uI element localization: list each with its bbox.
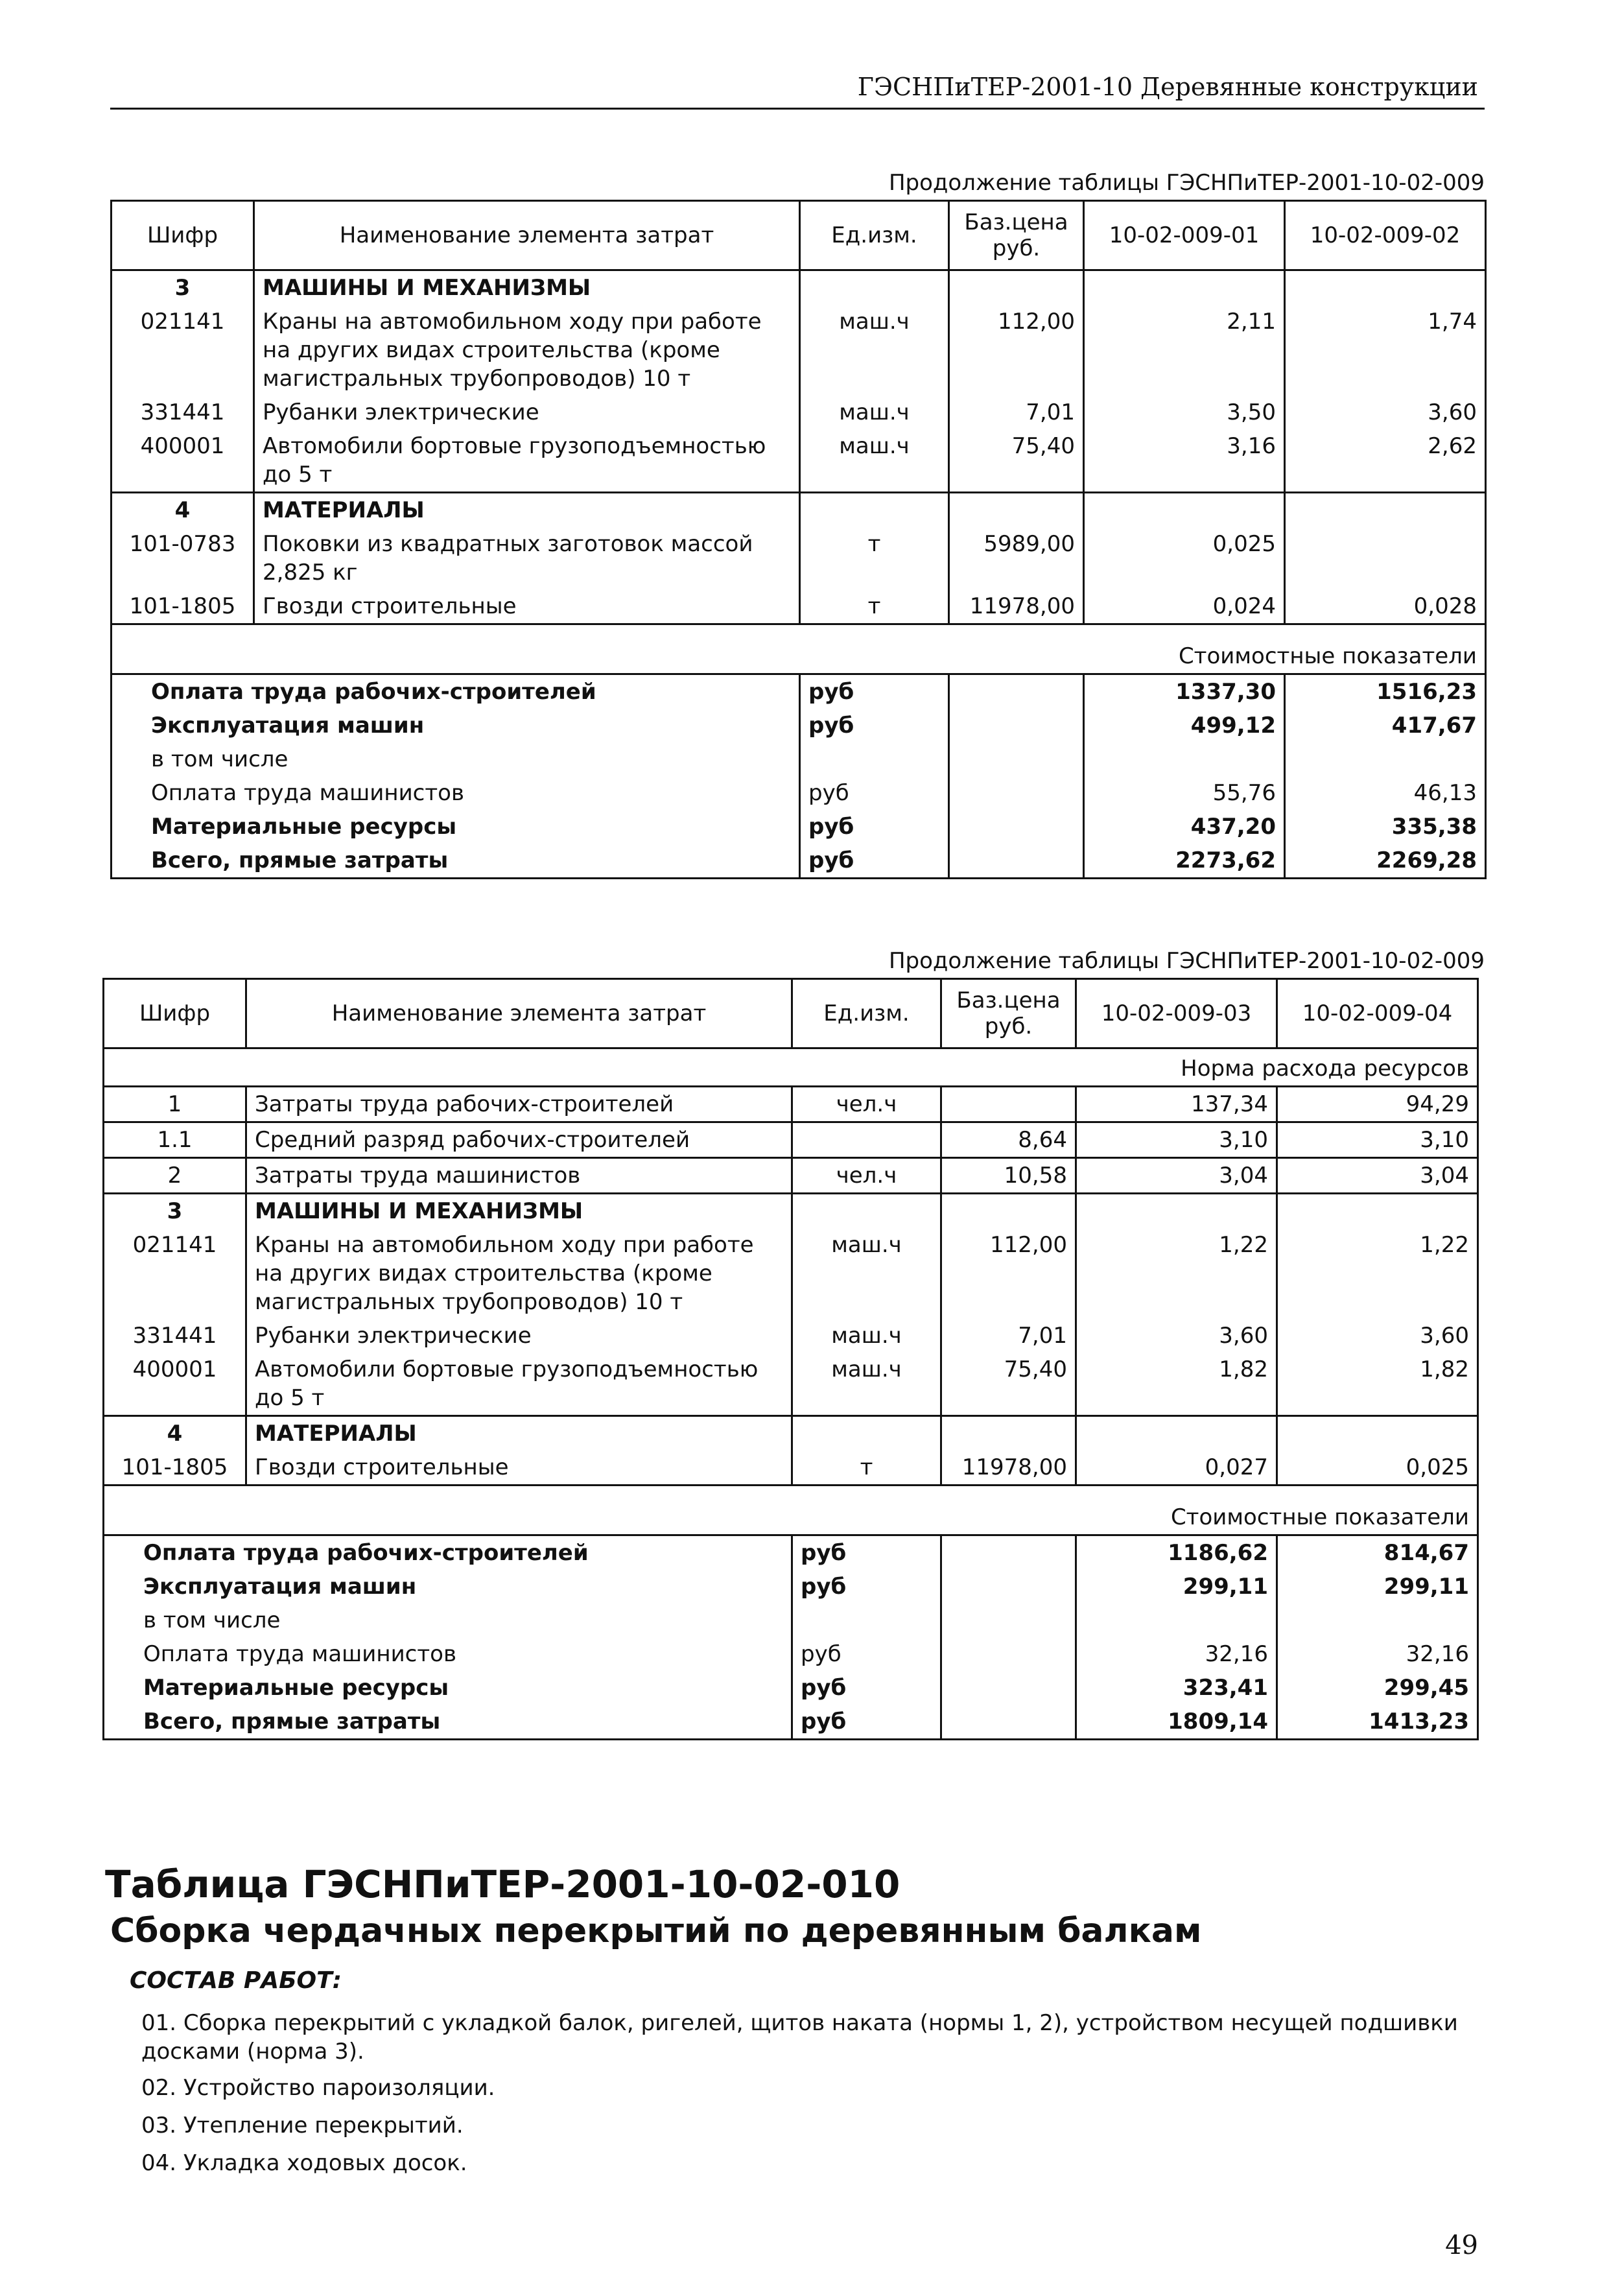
cost-row (112, 810, 1486, 844)
cost-value: 1186,62 (1076, 1535, 1277, 1570)
code-cell: 021141 (112, 305, 254, 396)
value-cell: 1,74 (1285, 305, 1486, 396)
col-header: 10-02-009-01 (1084, 201, 1285, 270)
price-cell: 7,01 (941, 1319, 1076, 1353)
value-cell: 0,027 (1076, 1450, 1277, 1486)
work-item: 01. Сборка перекрытий с укладкой балок, ригелей, щитов наката (нормы 1, 2), устройством несущей подшивки досками (норма 3). (141, 2010, 1458, 2065)
cost-value: 814,67 (1277, 1535, 1478, 1570)
value-cell: 0,028 (1285, 589, 1486, 624)
cost-unit: руб (800, 776, 949, 810)
cost-name: Эксплуатация машин (104, 1570, 792, 1604)
work-composition-label: СОСТАВ РАБОТ: (130, 1967, 342, 1994)
unit-cell: чел.ч (792, 1087, 941, 1122)
col-header: 10-02-009-02 (1285, 201, 1486, 270)
cost-value: 323,41 (1076, 1671, 1277, 1705)
cost-unit: руб (792, 1705, 941, 1740)
work-item: 04. Укладка ходовых досок. (141, 2150, 467, 2176)
price-cell: 7,01 (949, 396, 1084, 429)
code-cell: 1.1 (104, 1122, 246, 1158)
name-cell: Гвозди строительные (254, 589, 800, 624)
cost-value: 32,16 (1277, 1637, 1478, 1671)
unit-cell: маш.ч (792, 1353, 941, 1416)
norm-heading-row (104, 1048, 1478, 1087)
table-row (112, 493, 1486, 528)
cost-unit: руб (792, 1570, 941, 1604)
unit-cell: т (800, 589, 949, 624)
col-header: Баз.цена руб. (941, 979, 1076, 1048)
price-cell: 112,00 (941, 1228, 1076, 1319)
value-cell: 137,34 (1076, 1087, 1277, 1122)
value-cell (1285, 527, 1486, 589)
col-header: Наименование элемента затрат (246, 979, 792, 1048)
cost-name: Оплата труда рабочих-строителей (112, 674, 800, 709)
cost-value: 55,76 (1084, 776, 1285, 810)
col-header: 10-02-009-04 (1277, 979, 1478, 1048)
name-cell: Рубанки электрические (254, 396, 800, 429)
price-cell: 11978,00 (949, 589, 1084, 624)
cost-name: Оплата труда машинистов (104, 1637, 792, 1671)
cost-name: Оплата труда машинистов (112, 776, 800, 810)
table-row (104, 1087, 1478, 1122)
table-row (112, 429, 1486, 493)
table-row (104, 1194, 1478, 1229)
code-cell: 331441 (104, 1319, 246, 1353)
cost-row (112, 776, 1486, 810)
unit-cell: маш.ч (800, 305, 949, 396)
col-header: Ед.изм. (800, 201, 949, 270)
cost-row (112, 709, 1486, 742)
code-cell: 400001 (112, 429, 254, 493)
cost-value: 299,11 (1076, 1570, 1277, 1604)
price-cell: 8,64 (941, 1122, 1076, 1158)
value-cell: 0,024 (1084, 589, 1285, 624)
unit-cell: т (792, 1450, 941, 1486)
name-cell: Средний разряд рабочих-строителей (246, 1122, 792, 1158)
cost-unit: руб (800, 810, 949, 844)
cost-unit: руб (800, 844, 949, 879)
cost-unit: руб (792, 1637, 941, 1671)
value-cell: 0,025 (1277, 1450, 1478, 1486)
table-row (112, 396, 1486, 429)
name-cell: Автомобили бортовые грузоподъемностью до 5 т (246, 1353, 792, 1416)
page-number: 49 (1445, 2231, 1478, 2260)
col-header: Наименование элемента затрат (254, 201, 800, 270)
cost-value: 32,16 (1076, 1637, 1277, 1671)
cost-name: в том числе (104, 1604, 792, 1637)
unit-cell: маш.ч (800, 429, 949, 493)
cost-name: Оплата труда рабочих-строителей (104, 1535, 792, 1570)
cost-name: Всего, прямые затраты (112, 844, 800, 879)
cost-row (104, 1535, 1478, 1570)
code-cell: 101-0783 (112, 527, 254, 589)
work-item: 02. Устройство пароизоляции. (141, 2075, 495, 2101)
work-item: 03. Утепление перекрытий. (141, 2113, 464, 2138)
value-cell: 3,16 (1084, 429, 1285, 493)
table2-header-row (104, 979, 1478, 1048)
cost-row (112, 844, 1486, 879)
cost-value: 299,45 (1277, 1671, 1478, 1705)
code-cell: 331441 (112, 396, 254, 429)
value-cell: 1,82 (1076, 1353, 1277, 1416)
table1-header-row (112, 201, 1486, 270)
value-cell: 3,60 (1277, 1319, 1478, 1353)
cost-value: 2269,28 (1285, 844, 1486, 879)
value-cell: 2,11 (1084, 305, 1285, 396)
code-cell: 3 (104, 1194, 246, 1229)
cost-value: 417,67 (1285, 709, 1486, 742)
cost-name: Всего, прямые затраты (104, 1705, 792, 1740)
code-cell: 2 (104, 1158, 246, 1194)
table-row (104, 1319, 1478, 1353)
name-cell: Краны на автомобильном ходу при работе на других видах строительства (кроме магистральных трубопроводов) 10 т (254, 305, 800, 396)
cost-value: 1337,30 (1084, 674, 1285, 709)
col-header: Ед.изм. (792, 979, 941, 1048)
value-cell: 1,22 (1076, 1228, 1277, 1319)
value-cell: 3,60 (1285, 396, 1486, 429)
name-cell: Рубанки электрические (246, 1319, 792, 1353)
cost-value: 1413,23 (1277, 1705, 1478, 1740)
running-header (110, 73, 1485, 110)
cost-name: Материальные ресурсы (104, 1671, 792, 1705)
table2 (102, 978, 1479, 1740)
code-cell: 1 (104, 1087, 246, 1122)
table-row (104, 1122, 1478, 1158)
name-cell: Затраты труда рабочих-строителей (246, 1087, 792, 1122)
col-header: Баз.цена руб. (949, 201, 1084, 270)
cost-heading: Стоимостные показатели (112, 624, 1486, 674)
cost-value: 1516,23 (1285, 674, 1486, 709)
cost-row (104, 1570, 1478, 1604)
value-cell: 0,025 (1084, 527, 1285, 589)
cost-row (112, 742, 1486, 776)
cost-row (104, 1671, 1478, 1705)
value-cell: 3,04 (1076, 1158, 1277, 1194)
code-cell: 400001 (104, 1353, 246, 1416)
cost-value: 46,13 (1285, 776, 1486, 810)
table-row (104, 1158, 1478, 1194)
code-cell: 101-1805 (112, 589, 254, 624)
cost-heading: Стоимостные показатели (104, 1486, 1478, 1535)
name-cell: МАТЕРИАЛЫ (246, 1416, 792, 1451)
table1-caption: Продолжение таблицы ГЭСНПиТЕР-2001-10-02-009 (888, 170, 1485, 196)
value-cell: 3,10 (1277, 1122, 1478, 1158)
table-row (104, 1450, 1478, 1486)
code-cell: 3 (112, 270, 254, 305)
name-cell: Гвозди строительные (246, 1450, 792, 1486)
cost-unit: руб (792, 1671, 941, 1705)
price-cell: 75,40 (949, 429, 1084, 493)
table2-caption: Продолжение таблицы ГЭСНПиТЕР-2001-10-02-009 (888, 948, 1485, 974)
running-header-text: ГЭСНПиТЕР-2001-10 Деревянные конструкции (857, 73, 1478, 101)
unit-cell: чел.ч (792, 1158, 941, 1194)
price-cell: 10,58 (941, 1158, 1076, 1194)
table-row (104, 1416, 1478, 1451)
cost-unit: руб (800, 674, 949, 709)
section-title: Таблица ГЭСНПиТЕР-2001-10-02-010 (105, 1862, 900, 1906)
cost-unit: руб (792, 1535, 941, 1570)
value-cell: 2,62 (1285, 429, 1486, 493)
cost-value: 299,11 (1277, 1570, 1478, 1604)
section-subtitle: Сборка чердачных перекрытий по деревянным балкам (110, 1912, 1202, 1950)
table1 (110, 200, 1487, 879)
col-header: Шифр (104, 979, 246, 1048)
name-cell: Автомобили бортовые грузоподъемностью до 5 т (254, 429, 800, 493)
cost-name: Материальные ресурсы (112, 810, 800, 844)
cost-name: в том числе (112, 742, 800, 776)
cost-row (104, 1705, 1478, 1740)
cost-heading-row (112, 624, 1486, 674)
price-cell: 11978,00 (941, 1450, 1076, 1486)
table-row (112, 305, 1486, 396)
unit-cell: маш.ч (792, 1228, 941, 1319)
name-cell: Затраты труда машинистов (246, 1158, 792, 1194)
cost-name: Эксплуатация машин (112, 709, 800, 742)
value-cell: 3,60 (1076, 1319, 1277, 1353)
price-cell (941, 1087, 1076, 1122)
unit-cell: маш.ч (800, 396, 949, 429)
cost-value: 1809,14 (1076, 1705, 1277, 1740)
table-row (112, 527, 1486, 589)
table-row (112, 270, 1486, 305)
name-cell: Краны на автомобильном ходу при работе на других видах строительства (кроме магистральных трубопроводов) 10 т (246, 1228, 792, 1319)
cost-row (112, 674, 1486, 709)
price-cell: 112,00 (949, 305, 1084, 396)
cost-row (104, 1604, 1478, 1637)
value-cell: 94,29 (1277, 1087, 1478, 1122)
value-cell: 1,82 (1277, 1353, 1478, 1416)
col-header: Шифр (112, 201, 254, 270)
unit-cell: маш.ч (792, 1319, 941, 1353)
value-cell: 1,22 (1277, 1228, 1478, 1319)
table-row (112, 589, 1486, 624)
code-cell: 4 (112, 493, 254, 528)
cost-unit: руб (800, 709, 949, 742)
code-cell: 021141 (104, 1228, 246, 1319)
norm-heading: Норма расхода ресурсов (104, 1048, 1478, 1087)
name-cell: МАШИНЫ И МЕХАНИЗМЫ (254, 270, 800, 305)
price-cell: 75,40 (941, 1353, 1076, 1416)
unit-cell: т (800, 527, 949, 589)
price-cell: 5989,00 (949, 527, 1084, 589)
name-cell: Поковки из квадратных заготовок массой 2,825 кг (254, 527, 800, 589)
unit-cell (792, 1122, 941, 1158)
table-row (104, 1353, 1478, 1416)
cost-value: 499,12 (1084, 709, 1285, 742)
table-row (104, 1228, 1478, 1319)
cost-heading-row (104, 1486, 1478, 1535)
value-cell: 3,04 (1277, 1158, 1478, 1194)
cost-value: 437,20 (1084, 810, 1285, 844)
name-cell: МАШИНЫ И МЕХАНИЗМЫ (246, 1194, 792, 1229)
value-cell: 3,50 (1084, 396, 1285, 429)
col-header: 10-02-009-03 (1076, 979, 1277, 1048)
cost-value: 2273,62 (1084, 844, 1285, 879)
value-cell: 3,10 (1076, 1122, 1277, 1158)
cost-row (104, 1637, 1478, 1671)
code-cell: 101-1805 (104, 1450, 246, 1486)
cost-value: 335,38 (1285, 810, 1486, 844)
name-cell: МАТЕРИАЛЫ (254, 493, 800, 528)
code-cell: 4 (104, 1416, 246, 1451)
